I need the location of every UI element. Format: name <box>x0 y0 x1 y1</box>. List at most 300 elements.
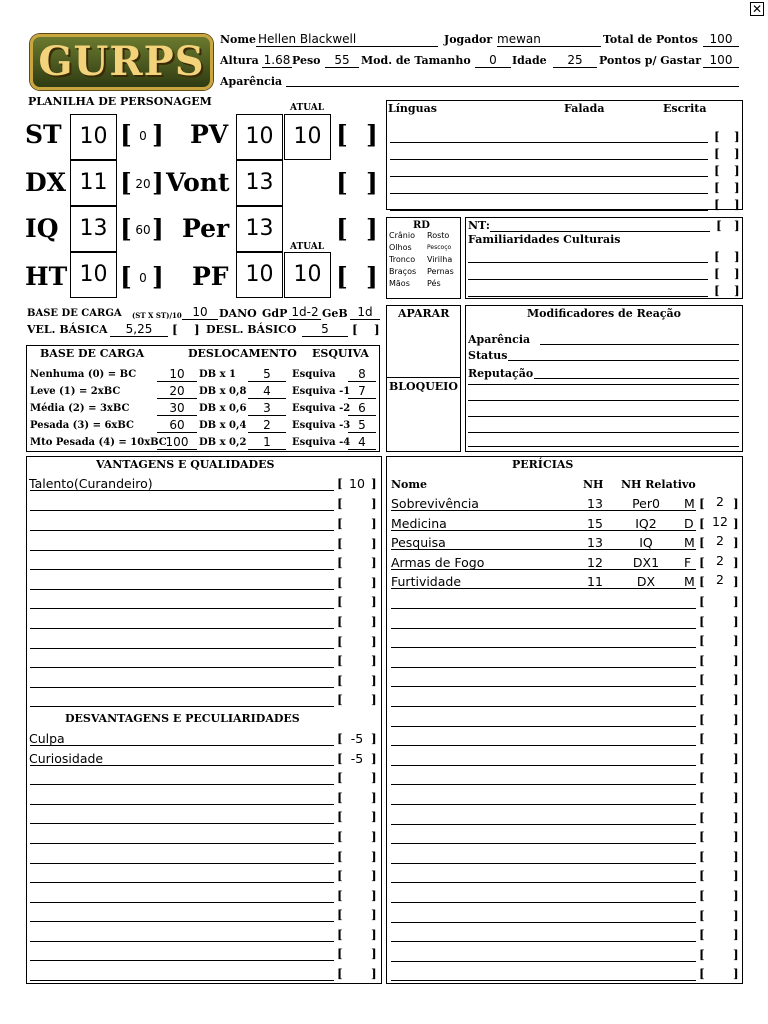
skill-difficulty[interactable]: M <box>684 535 695 551</box>
skill-line[interactable] <box>391 882 696 883</box>
bracket: ] <box>733 634 739 649</box>
trait-line[interactable] <box>30 843 334 844</box>
trait-line[interactable] <box>30 687 334 688</box>
bracket: [ <box>337 595 343 609</box>
speed-label: VEL. BÁSICA <box>27 323 108 336</box>
skill-line[interactable] <box>391 765 696 766</box>
trait-line[interactable] <box>30 823 334 824</box>
enc-row-dodge-label: Esquiva -3 <box>292 420 351 431</box>
skills-col-nh: NH <box>583 478 604 491</box>
bracket: ] <box>194 323 200 337</box>
bracket: ] <box>371 771 377 785</box>
skill-line[interactable] <box>391 667 696 668</box>
skill-cost[interactable]: 2 <box>716 533 724 549</box>
enc-row-move[interactable]: 4 <box>248 384 286 399</box>
gdp-label: GdP <box>262 307 288 320</box>
bracket: ] <box>371 497 377 511</box>
carga-note: (ST X ST)/10 <box>132 311 182 320</box>
skill-nh[interactable]: 13 <box>587 496 603 511</box>
name-label: Nome <box>220 33 257 46</box>
attr-iq-cost[interactable]: 60 <box>135 223 151 237</box>
trait-line[interactable] <box>30 882 334 883</box>
familiarity-line[interactable] <box>468 262 708 263</box>
skill-name[interactable]: Sobrevivência <box>391 496 479 511</box>
skill-line[interactable] <box>391 961 696 962</box>
skill-name[interactable]: Armas de Fogo <box>391 554 485 570</box>
skill-line[interactable] <box>391 628 696 629</box>
skill-difficulty[interactable]: F <box>684 554 692 570</box>
bracket: [ <box>337 752 343 766</box>
bracket: [ <box>337 517 343 531</box>
rd-rosto: Rosto <box>427 231 450 240</box>
enc-row-mult: DB x 0,6 <box>199 403 247 414</box>
bracket: ] <box>366 262 378 291</box>
enc-row-move[interactable]: 5 <box>248 367 286 382</box>
skills-col-name: Nome <box>391 478 428 491</box>
reaction-line[interactable] <box>468 400 739 401</box>
attr-ht-cost[interactable]: 0 <box>139 271 147 285</box>
name-field[interactable]: Hellen Blackwell <box>256 32 438 47</box>
skill-nh[interactable]: 12 <box>587 554 603 570</box>
bracket: [ <box>337 791 343 805</box>
attr-pv-value[interactable]: 10 <box>236 114 283 160</box>
bracket: ] <box>371 615 377 629</box>
skill-relative[interactable]: DX1 <box>632 554 660 570</box>
trait-line[interactable] <box>30 745 334 746</box>
enc-row-move[interactable]: 2 <box>248 418 286 433</box>
enc-row-dodge[interactable]: 7 <box>348 384 376 399</box>
bracket: [ <box>699 712 705 727</box>
rd-maos: Mãos <box>389 279 410 288</box>
rd-cranio: Crânio <box>389 231 415 240</box>
reaction-line[interactable] <box>468 446 739 447</box>
reaction-title: Modificadores de Reação <box>527 307 681 320</box>
bracket: [ <box>337 576 343 590</box>
enc-row-name: Média (2) = 3xBC <box>30 403 130 414</box>
attr-dx-cost[interactable]: 20 <box>135 177 151 191</box>
bracket: [ <box>699 889 705 903</box>
nt-field[interactable] <box>490 218 710 232</box>
bracket: [ <box>337 967 343 981</box>
trait-line[interactable] <box>30 628 334 629</box>
skill-line[interactable] <box>391 941 696 942</box>
trait-line[interactable] <box>30 589 334 590</box>
reaction-appearance-label: Aparência <box>468 333 531 346</box>
advantages-title: VANTAGENS E QUALIDADES <box>96 458 275 471</box>
bracket: ] <box>371 517 377 531</box>
bracket: [ <box>337 928 343 942</box>
attr-ht-value[interactable]: 10 <box>70 252 117 298</box>
languages-written: Escrita <box>663 102 707 115</box>
reaction-status-label: Status <box>468 349 508 362</box>
enc-row-dodge[interactable]: 6 <box>348 401 376 416</box>
bracket: ] <box>734 164 740 178</box>
trait-cost[interactable]: 10 <box>349 476 365 491</box>
familiarity-line[interactable] <box>468 296 708 297</box>
reaction-reputation-field[interactable] <box>534 365 739 379</box>
bracket: [ <box>337 615 343 629</box>
bracket: ] <box>733 928 739 943</box>
bracket: ] <box>371 752 377 766</box>
player-label: Jogador <box>444 33 493 46</box>
attr-pf-current[interactable]: 10 <box>284 252 331 298</box>
geb-label: GeB <box>322 307 348 320</box>
enc-row-dodge-label: Esquiva -4 <box>292 437 351 448</box>
spend-label: Pontos p/ Gastar <box>599 54 702 67</box>
bracket: [ <box>336 262 348 291</box>
bracket: [ <box>699 849 705 864</box>
enc-col2: DESLOCAMENTO <box>188 347 297 360</box>
skill-line[interactable] <box>391 726 696 727</box>
bracket: ] <box>152 120 164 149</box>
skill-line[interactable] <box>391 902 696 903</box>
attr-dx-label: DX <box>25 168 67 197</box>
bracket: [ <box>337 693 343 707</box>
bracket: [ <box>337 654 343 668</box>
enc-row-mult: DB x 0,4 <box>199 420 247 431</box>
enc-row-name: Nenhuma (0) = BC <box>30 369 137 380</box>
enc-row-dodge[interactable]: 4 <box>348 435 376 450</box>
trait-line[interactable] <box>30 863 334 864</box>
bracket: [ <box>699 928 705 943</box>
trait-line[interactable] <box>30 960 334 961</box>
skill-relative[interactable]: DX <box>636 574 656 590</box>
sheet-title: PLANILHA DE PERSONAGEM <box>28 95 212 108</box>
enc-row-dodge[interactable]: 5 <box>348 418 376 433</box>
attr-st-value[interactable]: 10 <box>70 114 117 160</box>
rd-title: RD <box>413 220 430 231</box>
skill-line[interactable] <box>391 863 696 864</box>
geb-field[interactable]: 1d <box>350 305 380 320</box>
enc-row-name: Pesada (3) = 6xBC <box>30 420 134 431</box>
bracket: [ <box>337 908 343 922</box>
trait-line[interactable] <box>30 667 334 668</box>
bracket: [ <box>337 537 343 551</box>
trait-line[interactable] <box>30 921 334 922</box>
size-label: Mod. de Tamanho <box>361 54 471 67</box>
enc-row-move[interactable]: 3 <box>248 401 286 416</box>
bracket: [ <box>337 635 343 649</box>
bracket: ] <box>734 267 740 281</box>
bracket: [ <box>337 850 343 864</box>
skill-line[interactable] <box>391 784 696 785</box>
bracket: [ <box>337 947 343 961</box>
trait-line[interactable] <box>30 980 334 981</box>
skill-name[interactable]: Medicina <box>391 515 447 531</box>
bracket: ] <box>366 120 378 149</box>
enc-row-dodge[interactable]: 8 <box>348 367 376 382</box>
skill-cost[interactable]: 2 <box>716 552 724 568</box>
bracket: ] <box>733 869 739 884</box>
weight-field[interactable]: 55 <box>325 53 359 68</box>
bracket: ] <box>152 262 164 291</box>
parry-label: APARAR <box>398 307 450 320</box>
language-line[interactable] <box>390 210 708 211</box>
bracket: [ <box>699 536 705 551</box>
bracket: [ <box>337 477 343 491</box>
bracket: ] <box>366 214 378 243</box>
bracket: ] <box>734 181 740 195</box>
bracket: ] <box>733 497 739 511</box>
trait-line[interactable] <box>30 706 334 707</box>
attr-pv-label: PV <box>190 120 229 149</box>
enc-row-value[interactable]: 20 <box>157 384 197 399</box>
gdp-field[interactable]: 1d-2 <box>289 305 321 320</box>
reaction-line[interactable] <box>468 384 739 385</box>
bracket: [ <box>714 164 720 178</box>
bracket: ] <box>371 967 377 981</box>
trait-line[interactable] <box>30 569 334 570</box>
attr-st-cost[interactable]: 0 <box>139 129 147 143</box>
attr-pv-current[interactable]: 10 <box>284 114 331 160</box>
bracket: ] <box>734 250 740 264</box>
bracket: ] <box>733 693 739 707</box>
skill-nh[interactable]: 11 <box>587 574 603 590</box>
rd-bracos: Braços <box>389 267 417 276</box>
enc-col1: BASE DE CARGA <box>40 347 145 360</box>
skill-name[interactable]: Pesquisa <box>391 535 446 551</box>
attr-pf-value[interactable]: 10 <box>236 252 283 298</box>
bracket: [ <box>699 614 705 629</box>
total-points-field[interactable]: 100 <box>703 32 739 47</box>
bracket: ] <box>152 214 164 243</box>
bracket: ] <box>733 732 739 747</box>
trait-cost[interactable]: -5 <box>350 751 364 766</box>
disadvantages-title: DESVANTAGENS E PECULIARIDADES <box>65 712 300 725</box>
bracket: [ <box>714 181 720 195</box>
block-label: BLOQUEIO <box>389 380 458 393</box>
skill-line[interactable] <box>391 706 696 707</box>
bracket: [ <box>699 751 705 766</box>
bracket: [ <box>716 219 722 233</box>
bracket: [ <box>699 830 705 845</box>
skill-line[interactable] <box>391 843 696 844</box>
total-points-label: Total de Pontos <box>603 33 698 46</box>
bracket: ] <box>371 850 377 864</box>
carga-field[interactable]: 10 <box>182 305 218 320</box>
size-field[interactable]: 0 <box>475 53 511 68</box>
age-label: Idade <box>512 54 547 67</box>
bracket: [ <box>336 168 348 197</box>
reaction-reputation-label: Reputação <box>468 367 534 380</box>
bracket: [ <box>699 516 705 531</box>
enc-row-move[interactable]: 1 <box>248 435 286 450</box>
bracket: [ <box>337 830 343 844</box>
skill-relative[interactable]: Per0 <box>632 496 660 511</box>
enc-row-value[interactable]: 60 <box>157 418 197 433</box>
skill-line[interactable] <box>391 608 696 609</box>
height-field[interactable]: 1.68 <box>263 53 291 67</box>
bracket: [ <box>699 771 705 786</box>
skill-line[interactable] <box>391 922 696 923</box>
skill-cost[interactable]: 2 <box>716 572 724 588</box>
gurps-logo: GURPS <box>30 34 213 90</box>
player-field[interactable]: mewan <box>497 32 601 47</box>
skill-line[interactable] <box>391 647 696 648</box>
enc-col3: ESQUIVA <box>312 347 369 360</box>
bracket: [ <box>336 214 348 243</box>
trait-line[interactable] <box>30 902 334 903</box>
bracket: ] <box>371 928 377 942</box>
atual-label-bottom: ATUAL <box>290 242 325 252</box>
trait-line[interactable] <box>30 941 334 942</box>
attr-dx-value[interactable]: 11 <box>70 160 117 206</box>
language-line[interactable] <box>390 159 708 160</box>
bracket: ] <box>733 575 739 590</box>
bracket: ] <box>733 555 739 570</box>
attr-ht-label: HT <box>25 262 68 291</box>
bracket: ] <box>374 323 380 337</box>
skill-line[interactable] <box>391 745 696 746</box>
trait-line[interactable] <box>30 550 334 551</box>
bracket: ] <box>734 147 740 161</box>
bracket: [ <box>699 693 705 707</box>
skill-line[interactable] <box>391 980 696 981</box>
skill-difficulty[interactable]: M <box>684 574 695 590</box>
bracket: [ <box>337 771 343 785</box>
damage-label: DANO <box>219 307 257 320</box>
enc-row-name: Leve (1) = 2xBC <box>30 386 121 397</box>
skill-relative[interactable]: IQ2 <box>635 515 657 531</box>
trait-line[interactable] <box>30 608 334 609</box>
bracket: ] <box>371 810 377 824</box>
bracket: [ <box>337 869 343 883</box>
bracket: [ <box>714 267 720 281</box>
nt-label: NT: <box>468 219 490 232</box>
appearance-field[interactable] <box>286 73 739 87</box>
bracket: [ <box>714 198 720 212</box>
bracket: [ <box>699 555 705 570</box>
rd-tronco: Tronco <box>389 255 416 264</box>
attr-iq-value[interactable]: 13 <box>70 206 117 252</box>
atual-label-top: ATUAL <box>290 103 325 113</box>
bracket: ] <box>371 908 377 922</box>
skills-col-rel: NH Relativo <box>621 478 696 491</box>
bracket: [ <box>699 673 705 688</box>
enc-row-value[interactable]: 10 <box>157 367 197 382</box>
reaction-line[interactable] <box>468 416 739 417</box>
bracket: ] <box>371 537 377 551</box>
skill-relative[interactable]: IQ <box>639 535 653 551</box>
bracket: [ <box>699 497 705 511</box>
bracket: ] <box>371 830 377 844</box>
bracket: ] <box>733 830 739 845</box>
bracket: ] <box>733 673 739 688</box>
trait-line[interactable] <box>30 530 334 531</box>
attr-per-value[interactable]: 13 <box>236 206 283 252</box>
bracket: ] <box>371 947 377 961</box>
skill-nh[interactable]: 13 <box>587 535 603 551</box>
bracket: ] <box>733 771 739 786</box>
reaction-line[interactable] <box>468 432 739 433</box>
skill-difficulty[interactable]: D <box>684 515 694 531</box>
bracket: ] <box>371 635 377 649</box>
bracket: ] <box>733 967 739 982</box>
carga-label: BASE DE CARGA <box>27 308 122 319</box>
bracket: ] <box>734 284 740 298</box>
rd-pescoco: Pescoço <box>427 244 452 251</box>
bracket: [ <box>699 947 705 962</box>
reaction-appearance-field[interactable] <box>540 331 739 345</box>
weight-label: Peso <box>292 54 321 67</box>
skill-cost[interactable]: 12 <box>712 513 728 529</box>
bracket: ] <box>734 219 740 233</box>
bracket: ] <box>733 653 739 668</box>
reaction-status-field[interactable] <box>508 347 739 361</box>
bracket: [ <box>699 634 705 649</box>
bracket: ] <box>733 712 739 727</box>
language-line[interactable] <box>390 176 708 177</box>
spend-field[interactable]: 100 <box>703 53 739 68</box>
bracket: ] <box>733 947 739 962</box>
trait-line[interactable] <box>30 784 334 785</box>
rd-virilha: Virilha <box>427 255 453 264</box>
trait-name[interactable]: Curiosidade <box>29 751 104 766</box>
attr-pf-label: PF <box>192 262 229 291</box>
bracket: [ <box>336 120 348 149</box>
bracket: [ <box>120 262 132 291</box>
bracket: [ <box>699 967 705 982</box>
attr-vont-value[interactable]: 13 <box>236 160 283 206</box>
trait-line[interactable] <box>30 510 334 511</box>
rd-pes: Pés <box>427 279 441 288</box>
bracket: [ <box>699 595 705 609</box>
skill-line[interactable] <box>391 686 696 687</box>
languages-spoken: Falada <box>564 102 605 115</box>
enc-row-mult: DB x 1 <box>199 369 237 380</box>
age-field[interactable]: 25 <box>553 53 597 68</box>
bracket: [ <box>699 575 705 590</box>
skill-name[interactable]: Furtividade <box>391 574 462 590</box>
height-label: Altura <box>220 54 259 67</box>
bracket: [ <box>699 791 705 805</box>
bracket: ] <box>733 849 739 864</box>
bracket: ] <box>371 674 377 688</box>
trait-cost[interactable]: -5 <box>350 731 364 746</box>
bracket: [ <box>337 497 343 511</box>
enc-row-value[interactable]: 30 <box>157 401 197 416</box>
skill-cost[interactable]: 2 <box>716 494 724 509</box>
familiarity-line[interactable] <box>468 279 708 280</box>
speed-field[interactable]: 5,25 <box>110 322 168 337</box>
trait-name[interactable]: Talento(Curandeiro) <box>29 476 153 491</box>
trait-name[interactable]: Culpa <box>29 731 65 746</box>
bracket: ] <box>733 751 739 766</box>
trait-line[interactable] <box>30 804 334 805</box>
close-icon[interactable]: ✕ <box>751 2 763 16</box>
bracket: ] <box>734 130 740 144</box>
move-label: DESL. BÁSICO <box>206 323 297 336</box>
move-field[interactable]: 5 <box>302 322 348 337</box>
skill-nh[interactable]: 15 <box>587 515 603 531</box>
skill-line[interactable] <box>391 824 696 825</box>
bracket: [ <box>714 130 720 144</box>
skill-difficulty[interactable]: M <box>684 496 695 511</box>
enc-row-value[interactable]: 100 <box>157 435 197 450</box>
bracket: ] <box>371 791 377 805</box>
bracket: [ <box>714 250 720 264</box>
bracket: ] <box>734 198 740 212</box>
trait-line[interactable] <box>30 648 334 649</box>
enc-row-dodge-label: Esquiva -1 <box>292 386 351 397</box>
bracket: ] <box>371 477 377 491</box>
bracket: [ <box>699 732 705 747</box>
bracket: [ <box>337 889 343 903</box>
skill-line[interactable] <box>391 804 696 805</box>
language-line[interactable] <box>390 193 708 194</box>
language-line[interactable] <box>390 142 708 143</box>
bracket: [ <box>699 869 705 884</box>
